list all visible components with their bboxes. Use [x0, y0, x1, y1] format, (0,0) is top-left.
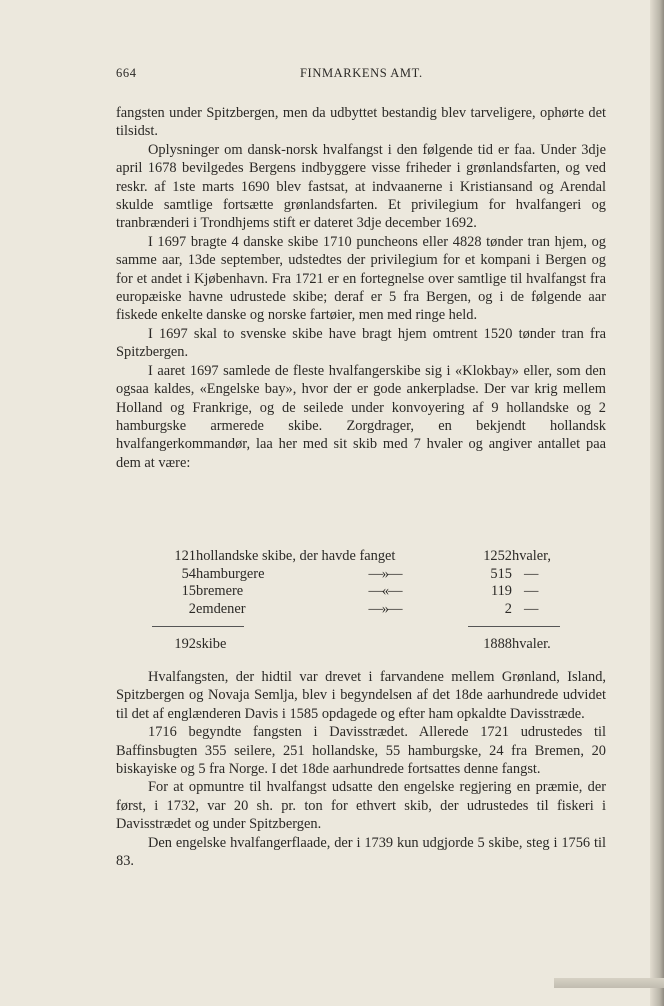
paragraph: 1716 begyndte fangsten i Davisstrædet. Allerede 1721 udrustedes til Baffinsbugten 355 seilere, 251 hollandske, 55 hamburgske, 24 fra Bremen, 20 biskayiske og 5 fra Norge. I det 18de aarhundrede fortsattes denne fangst. — [116, 724, 606, 778]
ship-origin: hollandske skibe, der havde fanget — [196, 548, 396, 564]
sum-rule-left — [152, 626, 244, 627]
ditto-mark: —»— — [368, 565, 402, 582]
whale-unit: — — [524, 565, 539, 582]
ship-count: 2 — [188, 600, 196, 617]
total-whale-count: 1888 — [483, 636, 512, 652]
ship-count: 54 — [181, 565, 196, 582]
fleet-table — [116, 548, 606, 618]
table-row — [116, 548, 606, 566]
whale-count: 1252 — [483, 548, 512, 564]
ship-origin: bremere — [196, 583, 244, 600]
whale-unit: — — [524, 600, 539, 617]
body-text-top — [116, 104, 606, 472]
paragraph: I 1697 skal to svenske skibe have bragt hjem omtrent 1520 tønder tran fra Spitzbergen. — [116, 325, 606, 361]
table-row — [116, 566, 606, 584]
paragraph: For at opmuntre til hvalfangst udsatte den engelske regjering en præmie, der først, i 1732, var 20 sh. pr. ton for ethvert skib, der udrustedes til fiskeri i Davisstrædet og under Spitzbergen. — [116, 779, 606, 833]
whale-unit: — — [524, 583, 539, 600]
paragraph: Den engelske hvalfangerflaade, der i 1739 kun udgjorde 5 skibe, steg i 1756 til 83. — [116, 834, 606, 870]
whale-count: 2 — [504, 600, 512, 617]
page-edge — [650, 0, 664, 1006]
ditto-mark: —«— — [368, 583, 402, 600]
ship-origin: emdener — [196, 600, 246, 617]
sum-rule-right — [468, 626, 560, 627]
page-number: 664 — [116, 66, 137, 80]
whale-unit: hvaler, — [512, 548, 551, 564]
table-total-row — [116, 636, 606, 654]
body-text-bottom — [116, 668, 606, 870]
table-row — [116, 601, 606, 619]
paragraph: fangsten under Spitzbergen, men da udbyttet bestandig blev tarveligere, ophørte det tilsidst. — [116, 105, 606, 140]
paragraph: Oplysninger om dansk-norsk hvalfangst i den følgende tid er faa. Under 3dje april 1678 bevilgedes Bergens indbyggere visse friheder i grønlandsfarten, og ved reskr. af 1ste marts 1690 blev fastsat, at indvaanerne i Kristiansand og Arendal skulde samtlige fortsætte grønlandsfarten. Et privilegium for hvalfangeri og tranbrænderi i Trondhjems stift er dateret 3dje december 1692. — [116, 141, 606, 232]
ditto-mark: —»— — [368, 600, 402, 617]
ship-count: 15 — [181, 583, 196, 600]
total-unit: hvaler. — [512, 636, 551, 652]
total-label: skibe — [196, 636, 227, 652]
paragraph: Hvalfangsten, der hidtil var drevet i farvandene mellem Grønland, Island, Spitzbergen og Novaja Semlja, blev i begyndelsen af det 18de aarhundrede udvidet til det af englænderen Davis i 1585 opdagede og efter ham opkaldte Davisstræde. — [116, 669, 606, 722]
ship-count: 121 — [174, 548, 196, 564]
total-ship-count: 192 — [174, 636, 196, 652]
whale-count: 119 — [490, 583, 512, 600]
ship-origin: hamburgere — [196, 565, 265, 582]
table-row — [116, 583, 606, 601]
running-title: FINMARKENS AMT. — [300, 66, 423, 80]
page-edge-shadow — [554, 978, 664, 988]
paragraph: I 1697 bragte 4 danske skibe 1710 puncheons eller 4828 tønder tran hjem, og samme aar, 13de september, udstedtes der privilegium for et kompani i Bergen og for et andet i Kjøbenhavn. Fra 1721 er en fortegnelse over samtlige til hvalfangst fra europæiske havne udrustede skibe; deraf er 5 fra Bergen, og i de følgende aar fiskede enkelte danske og norske fartøier, men med ringe held. — [116, 233, 606, 324]
paragraph: I aaret 1697 samlede de fleste hvalfangerskibe sig i «Klokbay» eller, som den ogsaa kaldes, «Engelske bay», hvor der er gode ankerpladse. Der var krig mellem Holland og Frankrige, og de seilede under konvoyering af 9 hollandske og 2 hamburgske armerede skibe. Zorgdrager, en bekjendt hollandsk hvalfangerkommandør, laa her med sit skib med 7 hvaler og angiver antallet paa dem at være: — [116, 362, 606, 471]
page-header — [116, 66, 606, 82]
whale-count: 515 — [490, 565, 512, 582]
